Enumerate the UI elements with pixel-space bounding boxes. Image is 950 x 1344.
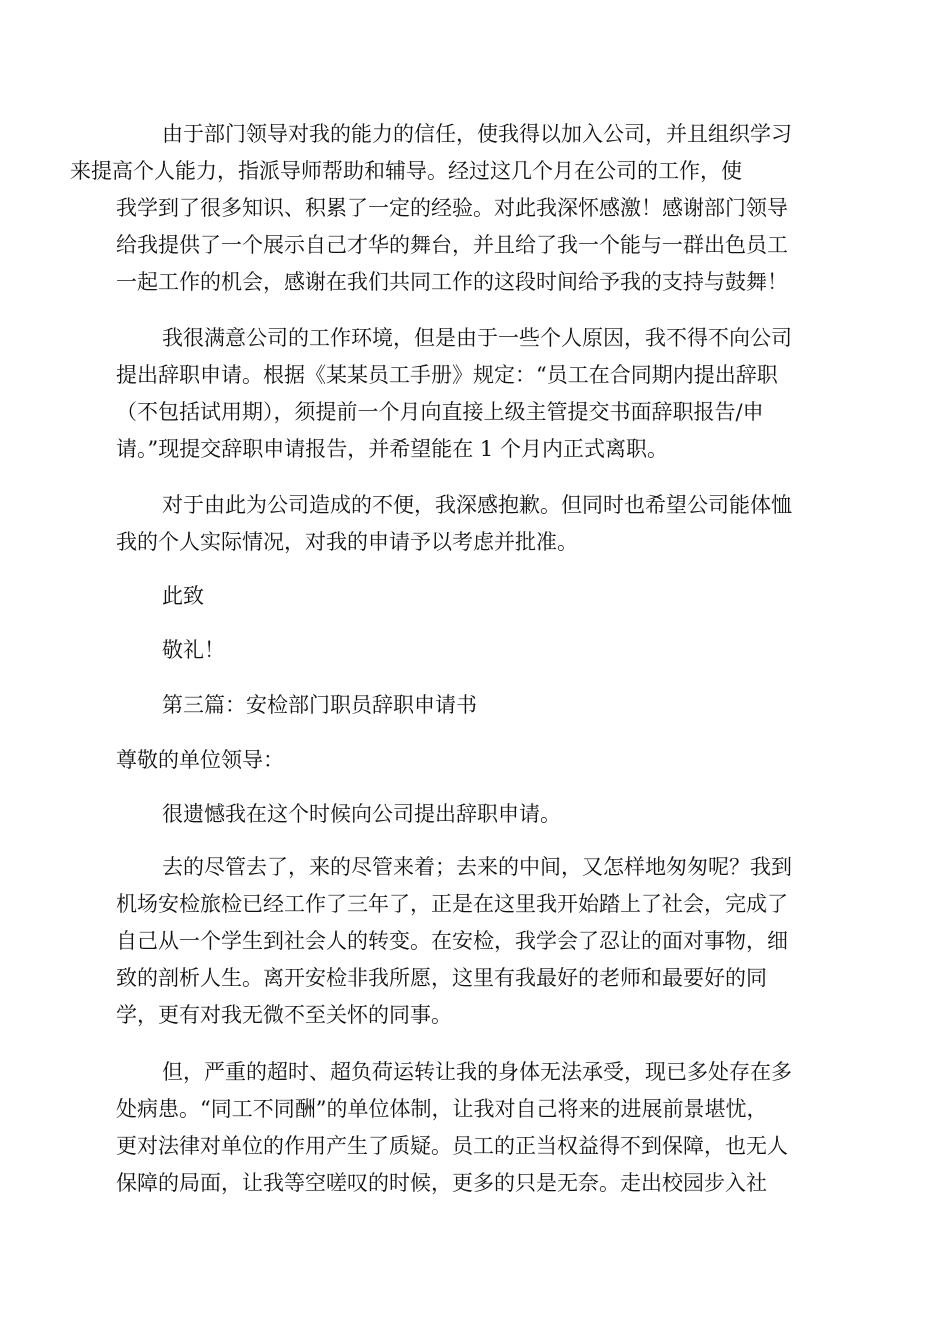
text-line: 由于部门领导对我的能力的信任，使我得以加入公司，并且组织学习 [162,122,792,146]
text-line: 提出辞职申请。根据《某某员工手册》规定：“员工在合同期内提出辞职 [116,363,778,387]
closing-salutation [116,578,832,615]
text-line: 去的尽管去了，来的尽管来着；去来的中间，又怎样地匆匆呢？我到 [162,855,792,879]
text-line: 第三篇：安检部门职员辞职申请书 [162,693,477,717]
text-line: （不包括试用期），须提前一个月向直接上级主管提交书面辞职报告/申 [116,400,764,424]
paragraph-gratitude [70,116,832,301]
text-line: 致的剖析人生。离开安检非我所愿，这里有我最好的老师和最要好的同 [116,966,767,990]
text-line: 我很满意公司的工作环境，但是由于一些个人原因，我不得不向公司 [162,326,792,350]
text-line: 保障的局面，让我等空嗟叹的时候，更多的只是无奈。走出校园步入社 [116,1171,767,1195]
paragraph-apology [116,487,832,561]
text-line: 敬礼！ [162,638,225,662]
text-line: 对于由此为公司造成的不便，我深感抱歉。但同时也希望公司能体恤 [162,493,792,517]
text-line: 此致 [162,584,204,608]
section-title [116,687,832,724]
paragraph-regret [116,796,832,833]
text-line: 机场安检旅检已经工作了三年了，正是在这里我开始踏上了社会，完成了 [116,892,788,916]
letter-greeting [116,742,832,779]
paragraph-resignation-reason [116,320,832,468]
text-line: 我学到了很多知识、积累了一定的经验。对此我深怀感激！感谢部门领导 [116,196,788,220]
closing-regards [116,632,832,669]
paragraph-experience [116,849,832,1034]
text-line: 来提高个人能力，指派导师帮助和辅导。经过这几个月在公司的工作，使 [70,159,742,183]
text-line: 很遗憾我在这个时候向公司提出辞职申请。 [162,802,561,826]
text-line: 给我提供了一个展示自己才华的舞台，并且给了我一个能与一群出色员工 [116,233,788,257]
text-line: 更对法律对单位的作用产生了质疑。员工的正当权益得不到保障，也无人 [116,1134,788,1158]
text-line: 我的个人实际情况，对我的申请予以考虑并批准。 [116,530,578,554]
text-line: 自己从一个学生到社会人的转变。在安检，我学会了忍让的面对事物，细 [116,929,788,953]
text-line: 尊敬的单位领导： [116,748,284,772]
text-line: 处病患。“同工不同酬”的单位体制，让我对自己将来的进展前景堪忧， [116,1097,768,1121]
paragraph-health-concerns [116,1054,832,1202]
text-line: 请。”现提交辞职申请报告，并希望能在 1 个月内正式离职。 [116,437,668,461]
text-line: 学，更有对我无微不至关怀的同事。 [116,1003,452,1027]
text-line: 但，严重的超时、超负荷运转让我的身体无法承受，现已多处存在多 [162,1060,792,1084]
text-line: 一起工作的机会，感谢在我们共同工作的这段时间给予我的支持与鼓舞！ [116,270,788,294]
